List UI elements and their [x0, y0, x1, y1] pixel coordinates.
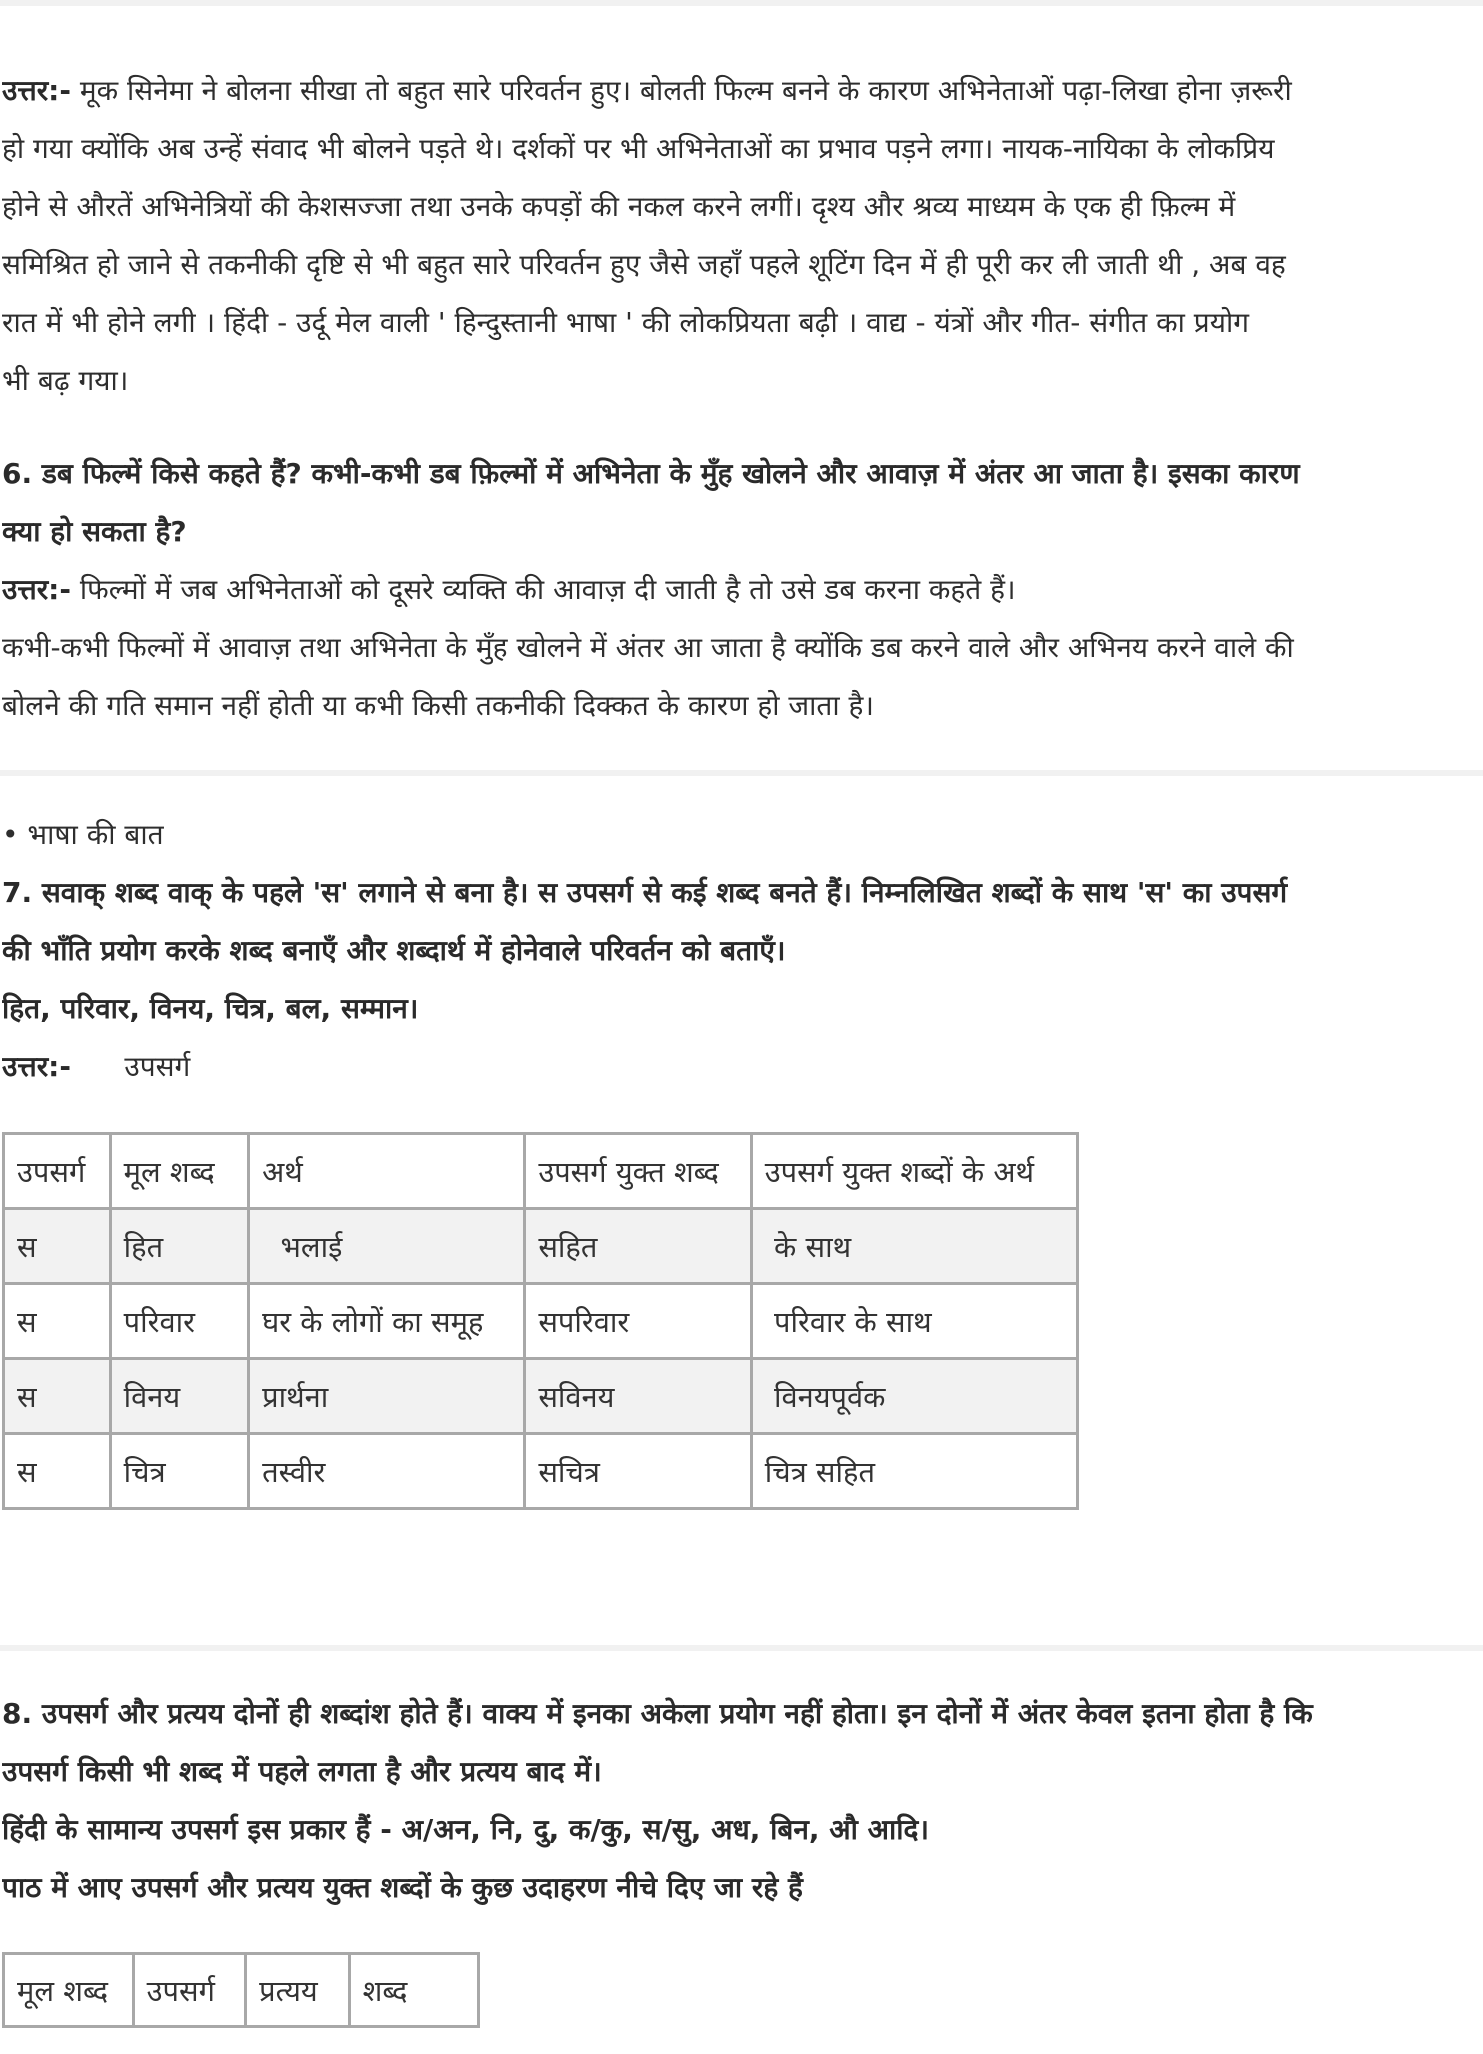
table-row	[4, 1284, 1078, 1359]
answer-5-line-2: हो गया क्योंकि अब उन्हें संवाद भी बोलने पड़ते थे। दर्शकों पर भी अभिनेताओं का प्रभाव पड़ने लगा। नायक-नायिका के लोकप्रिय	[2, 132, 1275, 165]
table-cell: के साथ	[751, 1209, 1077, 1284]
table-cell: प्रार्थना	[249, 1359, 525, 1434]
answer-label: उत्तर:-	[2, 573, 71, 606]
table-cell: सहित	[525, 1209, 751, 1284]
table-cell: चित्र सहित	[751, 1434, 1077, 1509]
table-cell: स	[4, 1209, 111, 1284]
table-cell: स	[4, 1284, 111, 1359]
question-7-line-1: 7. सवाक् शब्द वाक् के पहले 'स' लगाने से बना है। स उपसर्ग से कई शब्द बनते हैं। निम्नलिखित शब्दों के साथ 'स' का उपसर्ग	[2, 876, 1288, 909]
table-cell: चित्र	[110, 1434, 248, 1509]
answer-5	[2, 62, 1480, 410]
answer-7-text: उपसर्ग	[70, 1050, 191, 1083]
question-8-line-1: 8. उपसर्ग और प्रत्यय दोनों ही शब्दांश होते हैं। वाक्य में इनका अकेला प्रयोग नहीं होता। इन दोनों में अंतर केवल इतना होता है कि	[2, 1697, 1313, 1730]
table-header-cell: शब्द	[349, 1954, 478, 2027]
section-heading: • भाषा की बात	[2, 818, 164, 851]
table-header-cell: उपसर्ग युक्त शब्दों के अर्थ	[751, 1134, 1077, 1209]
table-cell: घर के लोगों का समूह	[249, 1284, 525, 1359]
answer-5-line-6: भी बढ़ गया।	[2, 364, 129, 397]
table-header-cell: उपसर्ग	[4, 1134, 111, 1209]
question-8-line-3: हिंदी के सामान्य उपसर्ग इस प्रकार हैं - अ/अन, नि, दु, क/कु, स/सु, अध, बिन, औ आदि।	[2, 1813, 930, 1846]
table-cell: सचित्र	[525, 1434, 751, 1509]
table-header-row	[4, 1954, 479, 2027]
question-6-line-1: 6. डब फिल्में किसे कहते हैं? कभी-कभी डब फ़िल्मों में अभिनेता के मुँह खोलने और आवाज़ में अंतर आ जाता है। इसका कारण	[2, 457, 1300, 490]
table-cell: परिवार के साथ	[751, 1284, 1077, 1359]
question-6-line-2: क्या हो सकता है?	[2, 515, 187, 548]
table-header-cell: अर्थ	[249, 1134, 525, 1209]
table-header-cell: प्रत्यय	[246, 1954, 349, 2027]
table-cell: सविनय	[525, 1359, 751, 1434]
upsarg-table	[2, 1132, 1079, 1510]
answer-5-line-1	[2, 62, 1480, 120]
table-cell: हित	[110, 1209, 248, 1284]
answer-7-line	[2, 1038, 1480, 1096]
table-cell: विनय	[110, 1359, 248, 1434]
answer-label: उत्तर:-	[2, 74, 71, 107]
table-row	[4, 1359, 1078, 1434]
table-cell: स	[4, 1434, 111, 1509]
table-cell: स	[4, 1359, 111, 1434]
answer-6-line-1	[2, 561, 1480, 619]
question-7-line-3: हित, परिवार, विनय, चित्र, बल, सम्मान।	[2, 992, 419, 1025]
table-header-cell: उपसर्ग युक्त शब्द	[525, 1134, 751, 1209]
table-header-cell: उपसर्ग	[133, 1954, 246, 2027]
top-divider	[0, 0, 1483, 6]
answer-5-line-5: रात में भी होने लगी । हिंदी - उर्दू मेल वाली ' हिन्दुस्तानी भाषा ' की लोकप्रियता बढ़ी । वाद्य - यंत्रों और गीत- संगीत का प्रयोग	[2, 306, 1249, 339]
table-header-cell: मूल शब्द	[110, 1134, 248, 1209]
question-6	[2, 445, 1480, 735]
table-cell: तस्वीर	[249, 1434, 525, 1509]
question-8-line-2: उपसर्ग किसी भी शब्द में पहले लगता है और प्रत्यय बाद में।	[2, 1755, 602, 1788]
answer-5-text: मूक सिनेमा ने बोलना सीखा तो बहुत सारे परिवर्तन हुए। बोलती फिल्म बनने के कारण अभिनेताओं पढ़ा-लिखा होना ज़रूरी	[70, 74, 1292, 107]
answer-5-line-4: समिश्रित हो जाने से तकनीकी दृष्टि से भी बहुत सारे परिवर्तन हुए जैसे जहाँ पहले शूटिंग दिन में ही पूरी कर ली जाती थी , अब वह	[2, 248, 1286, 281]
question-7-line-2: की भाँति प्रयोग करके शब्द बनाएँ और शब्दार्थ में होनेवाले परिवर्तन को बताएँ।	[2, 934, 786, 967]
section-divider	[0, 770, 1483, 776]
answer-5-line-3: होने से औरतें अभिनेत्रियों की केशसज्जा तथा उनके कपड़ों की नकल करने लगीं। दृश्य और श्रव्य माध्यम के एक ही फ़िल्म में	[2, 190, 1236, 223]
answer-label: उत्तर:-	[2, 1050, 71, 1083]
pratyay-table	[2, 1952, 480, 2028]
table-cell: विनयपूर्वक	[751, 1359, 1077, 1434]
section-divider	[0, 1645, 1483, 1651]
table-row	[4, 1434, 1078, 1509]
table-cell: भलाई	[249, 1209, 525, 1284]
question-7	[2, 806, 1480, 1096]
table-cell: परिवार	[110, 1284, 248, 1359]
answer-6-line-3: बोलने की गति समान नहीं होती या कभी किसी तकनीकी दिक्कत के कारण हो जाता है।	[2, 689, 874, 722]
table-cell: सपरिवार	[525, 1284, 751, 1359]
question-8-line-4: पाठ में आए उपसर्ग और प्रत्यय युक्त शब्दों के कुछ उदाहरण नीचे दिए जा रहे हैं	[2, 1871, 803, 1904]
answer-6-text: फिल्मों में जब अभिनेताओं को दूसरे व्यक्ति की आवाज़ दी जाती है तो उसे डब करना कहते हैं।	[70, 573, 1016, 606]
answer-6-line-2: कभी-कभी फिल्मों में आवाज़ तथा अभिनेता के मुँह खोलने में अंतर आ जाता है क्योंकि डब करने वाले और अभिनय करने वाले की	[2, 631, 1294, 664]
table-header-cell: मूल शब्द	[4, 1954, 134, 2027]
table-header-row	[4, 1134, 1078, 1209]
table-row	[4, 1209, 1078, 1284]
question-8	[2, 1685, 1480, 1917]
